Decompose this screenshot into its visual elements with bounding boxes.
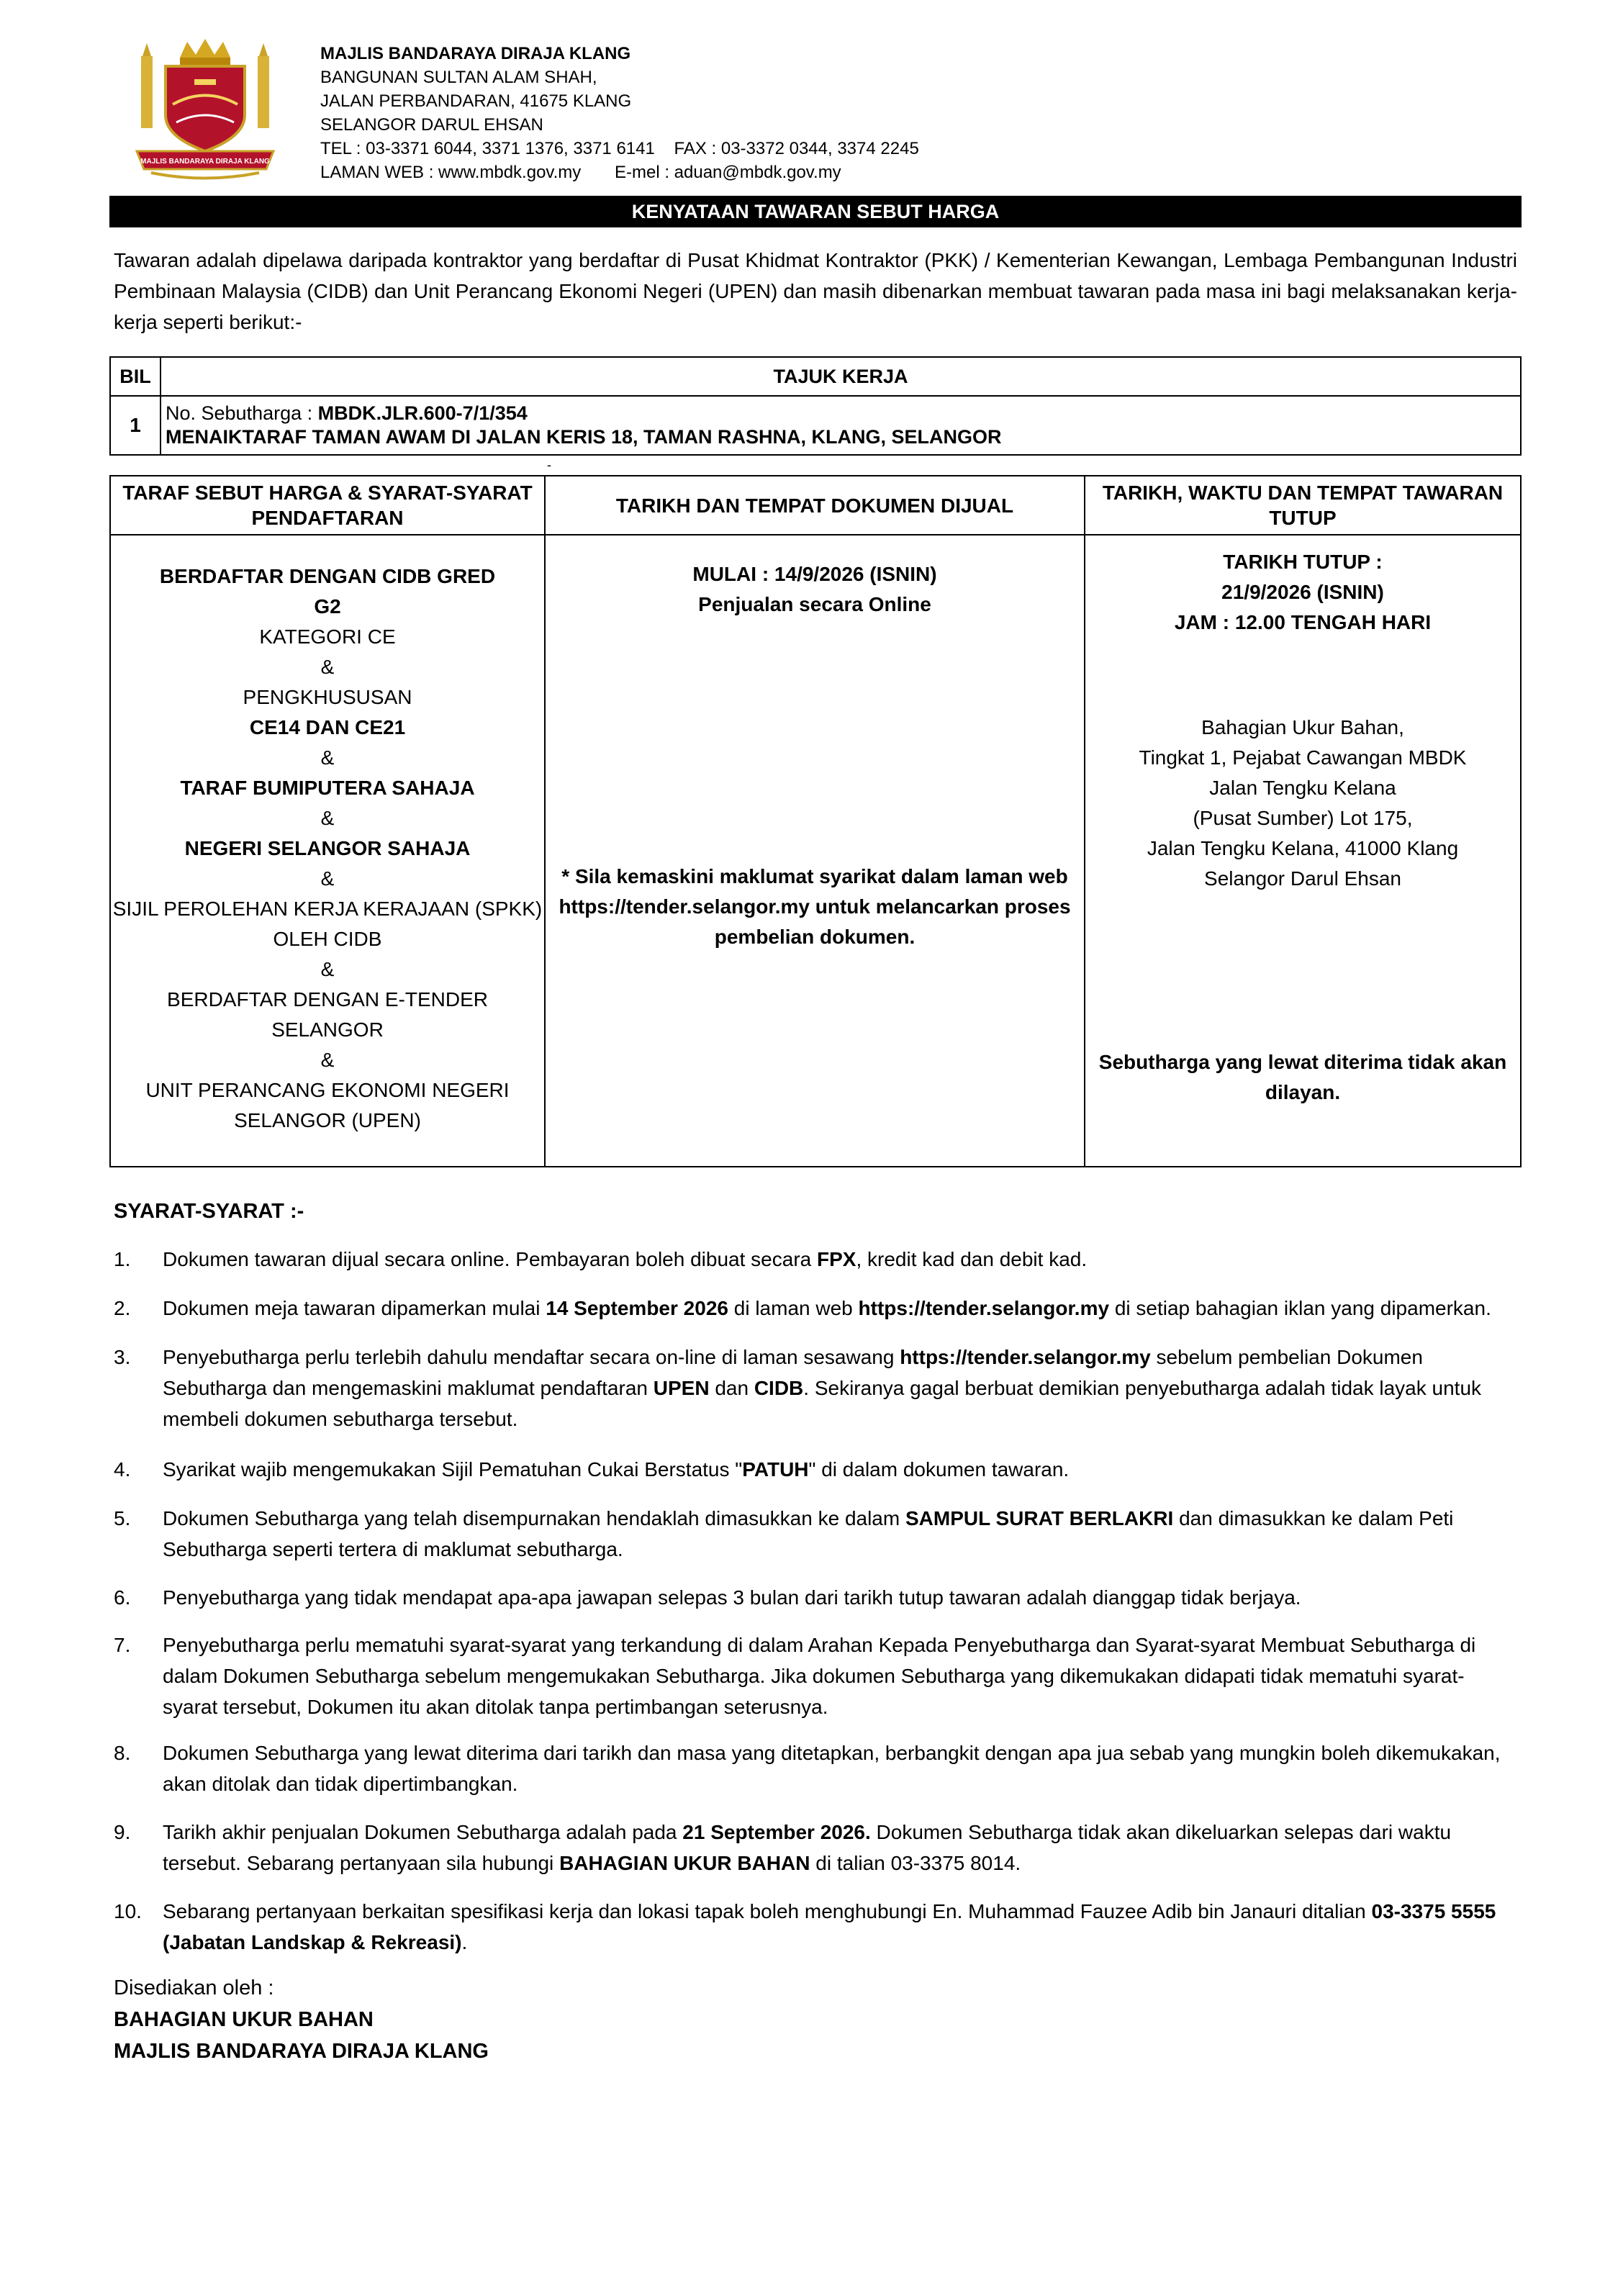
req-cidb-grade: BERDAFTAR DENGAN CIDB GRED [159, 565, 496, 587]
condition-number: 3. [114, 1346, 131, 1368]
address-line-3: SELANGOR DARUL EHSAN [320, 115, 543, 135]
closing-time: JAM : 12.00 TENGAH HARI [1174, 611, 1432, 633]
prepared-organization: MAJLIS BANDARAYA DIRAJA KLANG [114, 2040, 489, 2063]
contact-tel-fax: TEL : 03-3371 6044, 3371 1376, 3371 6141 FAX : 03-3372 0344, 3374 2245 [320, 139, 919, 158]
header-bil: BIL [110, 357, 161, 396]
req-ampersand: & [320, 746, 335, 769]
condition-number: 7. [114, 1634, 131, 1656]
closing-date: 21/9/2026 (ISNIN) [1221, 581, 1384, 603]
sale-note-1: * Sila kemaskini maklumat syarikat dalam laman web [561, 865, 1068, 887]
condition-item: 1. Dokumen tawaran dijual secara online. Pembayaran boleh dibuat secara FPX, kredit kad dan debit kad. [114, 1244, 1517, 1275]
req-ampersand: & [320, 656, 335, 678]
condition-item: 2. Dokumen meja tawaran dipamerkan mulai 14 September 2026 di laman web https://tender.selangor.my di setiap bahagian iklan yang dipamerkan. [114, 1293, 1517, 1324]
req-bumiputera: TARAF BUMIPUTERA SAHAJA [180, 777, 475, 799]
req-ampersand: & [320, 958, 335, 980]
row-number: 1 [110, 396, 161, 455]
condition-number: 4. [114, 1458, 131, 1481]
condition-item: 5. Dokumen Sebutharga yang telah disempurnakan hendaklah dimasukkan ke dalam SAMPUL SURAT BERLAKRI dan dimasukkan ke dalam Peti Sebutharga seperti tertera di maklumat sebutharga. [114, 1503, 1517, 1565]
condition-item: 6. Penyebutharga yang tidak mendapat apa-apa jawapan selepas 3 bulan dari tarikh tutup tawaran adalah dianggap tidak berjaya. [114, 1582, 1517, 1613]
sale-note-2: https://tender.selangor.my untuk melancarkan proses [559, 895, 1071, 918]
header-document-sale: TARIKH DAN TEMPAT DOKUMEN DIJUAL [545, 476, 1085, 535]
header-closing: TARIKH, WAKTU DAN TEMPAT TAWARAN TUTUP [1085, 476, 1521, 535]
reference-number: MBDK.JLR.600-7/1/354 [317, 402, 528, 424]
intro-paragraph: Tawaran adalah dipelawa daripada kontraktor yang berdaftar di Pusat Khidmat Kontraktor (PKK) / Kementerian Kewangan, Lembaga Pembangunan Industri Pembinaan Malaysia (CIDB) dan Unit Perancang Ekonomi Negeri (UPEN) dan masih dibenarkan membuat tawaran pada masa ini bagi melaksanakan kerja-kerja seperti berikut:- [114, 249, 1517, 333]
closing-address-3: Jalan Tengku Kelana [1209, 777, 1396, 799]
sale-note-3: pembelian dokumen. [714, 926, 916, 948]
req-spkk-cidb: OLEH CIDB [273, 928, 382, 950]
registration-requirements-cell [110, 535, 545, 1167]
req-specialisation: CE14 DAN CE21 [249, 716, 406, 738]
address-line-1: BANGUNAN SULTAN ALAM SHAH, [320, 68, 597, 87]
address-line-2: JALAN PERBANDARAN, 41675 KLANG [320, 91, 632, 111]
closing-cell [1085, 535, 1521, 1167]
closing-address-1: Bahagian Ukur Bahan, [1201, 716, 1404, 738]
condition-number: 1. [114, 1248, 131, 1270]
org-name: MAJLIS BANDARAYA DIRAJA KLANG [320, 44, 631, 63]
req-specialisation-label: PENGKHUSUSAN [243, 686, 412, 708]
condition-item: 10. Sebarang pertanyaan berkaitan spesifikasi kerja dan lokasi tapak boleh menghubungi En. Muhammad Fauzee Adib bin Janauri ditalian 03-3375 5555 (Jabatan Landskap & Rekreasi). [114, 1896, 1517, 1958]
notice-title-banner: KENYATAAN TAWARAN SEBUT HARGA [109, 196, 1522, 227]
work-title-table [109, 356, 1522, 456]
req-ampersand: & [320, 807, 335, 829]
organization-header [320, 42, 919, 184]
req-etender: BERDAFTAR DENGAN E-TENDER [167, 988, 488, 1011]
closing-address-2: Tingkat 1, Pejabat Cawangan MBDK [1139, 746, 1467, 769]
condition-item: 3. Penyebutharga perlu terlebih dahulu mendaftar secara on-line di laman sesawang https://tender.selangor.my sebelum pembelian Dokumen Sebutharga dan mengemaskini maklumat pendaftaran UPEN dan CIDB. Sekiranya gagal berbuat demikian penyebutharga adalah tidak layak untuk membeli dokumen sebutharga tersebut. [114, 1342, 1517, 1434]
quotation-details-table [109, 475, 1522, 1167]
contact-web-email: LAMAN WEB : www.mbdk.gov.my E-mel : aduan@mbdk.gov.my [320, 163, 841, 182]
closing-address-6: Selangor Darul Ehsan [1204, 867, 1401, 890]
condition-number: 8. [114, 1742, 131, 1764]
req-etender-selangor: SELANGOR [271, 1018, 384, 1041]
header-tajuk-kerja: TAJUK KERJA [161, 357, 1521, 396]
prepared-by [114, 1972, 489, 2067]
condition-item: 8. Dokumen Sebutharga yang lewat diterima dari tarikh dan masa yang ditetapkan, berbangkit dengan apa jua sebab yang mungkin boleh dikemukakan, akan ditolak dan tidak dipertimbangkan. [114, 1737, 1517, 1799]
crest-logo [130, 36, 281, 187]
condition-number: 9. [114, 1821, 131, 1843]
condition-number: 10. [114, 1900, 142, 1922]
req-selangor-only: NEGERI SELANGOR SAHAJA [184, 837, 471, 859]
separator-mark: - [547, 458, 551, 472]
req-ampersand: & [320, 1049, 335, 1071]
work-title: MENAIKTARAF TAMAN AWAM DI JALAN KERIS 18, TAMAN RASHNA, KLANG, SELANGOR [166, 426, 1002, 448]
prepared-department: BAHAGIAN UKUR BAHAN [114, 2008, 374, 2031]
req-category: KATEGORI CE [259, 625, 396, 648]
condition-item: 4. Syarikat wajib mengemukakan Sijil Pematuhan Cukai Berstatus "PATUH" di dalam dokumen tawaran. [114, 1454, 1517, 1485]
condition-item: 9. Tarikh akhir penjualan Dokumen Sebutharga adalah pada 21 September 2026. Dokumen Sebutharga tidak akan dikeluarkan selepas dari waktu tersebut. Sebarang pertanyaan sila hubungi BAHAGIAN UKUR BAHAN di talian 03-3375 8014. [114, 1817, 1517, 1879]
sale-start-date: MULAI : 14/9/2026 (ISNIN) [692, 563, 937, 585]
closing-label: TARIKH TUTUP : [1223, 551, 1383, 573]
req-upen-selangor: SELANGOR (UPEN) [234, 1109, 421, 1131]
header-registration-requirements: TARAF SEBUT HARGA & SYARAT-SYARAT PENDAFTARAN [110, 476, 545, 535]
conditions-heading: SYARAT-SYARAT :- [114, 1200, 304, 1223]
req-ampersand: & [320, 867, 335, 890]
closing-address-5: Jalan Tengku Kelana, 41000 Klang [1147, 837, 1459, 859]
crest-banner-text: MAJLIS BANDARAYA DIRAJA KLANG [140, 158, 270, 166]
req-upen: UNIT PERANCANG EKONOMI NEGERI [145, 1079, 510, 1101]
closing-address-4: (Pusat Sumber) Lot 175, [1193, 807, 1413, 829]
late-warning-2: dilayan. [1265, 1081, 1341, 1103]
late-warning-1: Sebutharga yang lewat diterima tidak akan [1098, 1051, 1507, 1073]
document-sale-cell [545, 535, 1085, 1167]
prepared-label: Disediakan oleh : [114, 1976, 274, 1999]
req-spkk: SIJIL PEROLEHAN KERJA KERAJAAN (SPKK) [112, 898, 543, 920]
reference-label: No. Sebutharga : [166, 402, 318, 424]
condition-number: 5. [114, 1507, 131, 1529]
work-title-cell [161, 396, 1521, 455]
condition-number: 6. [114, 1586, 131, 1609]
sale-online: Penjualan secara Online [698, 593, 931, 615]
condition-number: 2. [114, 1297, 131, 1319]
condition-item: 7. Penyebutharga perlu mematuhi syarat-syarat yang terkandung di dalam Arahan Kepada Penyebutharga dan Syarat-syarat Membuat Sebutharga di dalam Dokumen Sebutharga sebelum mengemukakan Sebutharga. Jika dokumen Sebutharga yang dikemukakan didapati tidak mematuhi syarat-syarat tersebut, Dokumen itu akan ditolak tanpa pertimbangan seterusnya. [114, 1630, 1517, 1722]
req-grade-value: G2 [314, 595, 341, 618]
